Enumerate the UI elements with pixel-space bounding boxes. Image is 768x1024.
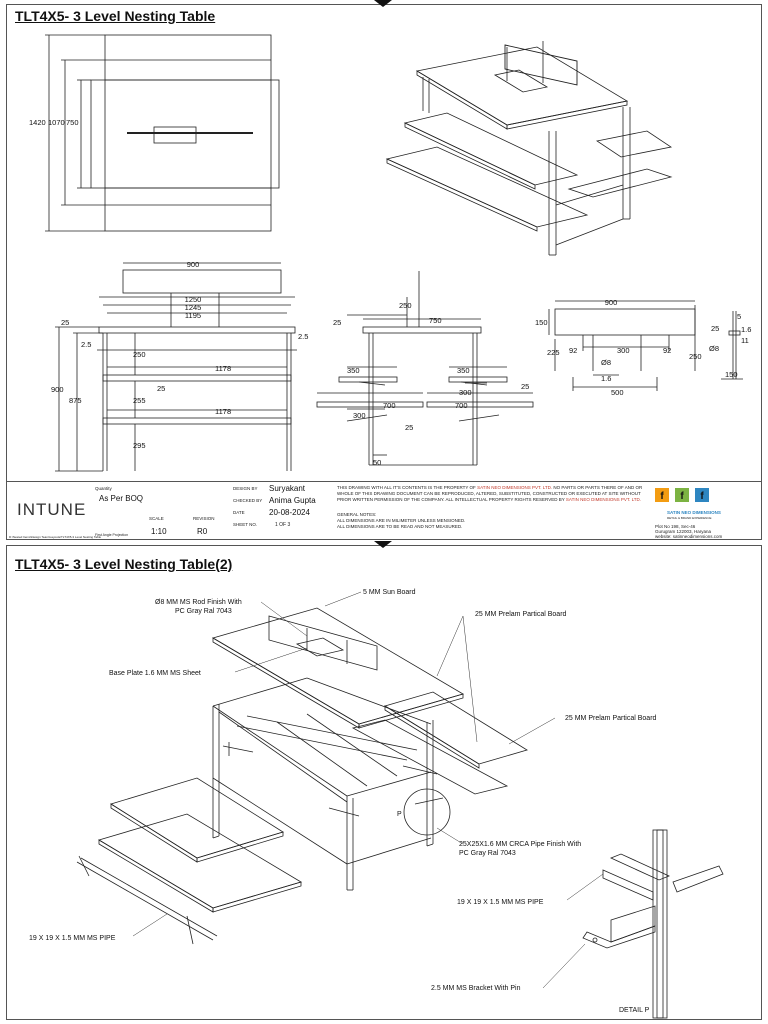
quantity-value: As Per BOQ bbox=[99, 494, 144, 503]
drawing-sheet-1 bbox=[6, 4, 762, 540]
plan-view bbox=[45, 35, 279, 231]
sheet-2-title: TLT4X5- 3 Level Nesting Table(2) bbox=[15, 556, 233, 572]
dim-panel-250: 250 bbox=[689, 352, 702, 361]
property-notice: THIS DRAWING WITH ALL IT'S CONTENTS IS THE PROPERTY OF SATIN NEO DIMENSIONS PVT. LTD. NO PARTS OR PARTS THERE OF AND OR WHOLE OF THIS DRAWING DOCUMENT CAN BE REPRODUCED, ALTERED, SUBSTITUTED, CONSTRUCTED OR EXECUTED AT SITE WITHOUT PRIOR WRITTEN PERMISSION OF THE COMPANY. ALL INTELLECTUAL PROPERTY RIGHTS RESERVED BY SATIN NEO DIMENSIONS PVT. LTD. bbox=[337, 485, 643, 502]
dim-side-700-left: 700 bbox=[383, 401, 396, 410]
intune-logo: INTUNE bbox=[17, 500, 87, 519]
dim-front-2-5-left: 2.5 bbox=[81, 340, 92, 349]
dim-panel-1-6: 1.6 bbox=[601, 374, 612, 383]
dim-pin-11: 11 bbox=[741, 336, 749, 345]
dim-750: 750 bbox=[66, 118, 79, 127]
dim-pin-5: 5 bbox=[737, 312, 742, 321]
sheet-no-label: SHEET NO. bbox=[233, 522, 258, 527]
detail-marker-p: P bbox=[397, 811, 402, 818]
company-tagline: RETAIL & BRAND EXPERIENCE bbox=[667, 516, 712, 520]
detail-p-label: DETAIL P bbox=[619, 1007, 650, 1014]
dim-panel-phi8: Ø8 bbox=[601, 358, 612, 367]
callout-prelam-top: 25 MM Prelam Partical Board bbox=[475, 611, 567, 618]
address-line-1: Plot No 198, Sec-46 bbox=[655, 524, 696, 529]
company-name: SATIN NEO DIMENSIONS bbox=[667, 510, 721, 515]
sheet-1-title: TLT4X5- 3 Level Nesting Table bbox=[15, 8, 216, 24]
dim-panel-150: 150 bbox=[535, 318, 548, 327]
callout-rod: Ø8 MM MS Rod Finish With bbox=[155, 599, 242, 606]
date-label: DATE bbox=[233, 510, 245, 515]
quantity-label: Quantity bbox=[95, 486, 112, 491]
dim-900-top: 900 bbox=[186, 260, 200, 269]
dim-side-250: 250 bbox=[399, 301, 412, 310]
dim-side-50: 50 bbox=[373, 458, 382, 467]
drawing-sheet-2 bbox=[6, 545, 762, 1020]
svg-text:f: f bbox=[660, 491, 664, 502]
dim-side-300-right: 300 bbox=[459, 388, 472, 397]
dim-side-350-left: 350 bbox=[347, 366, 360, 375]
dim-front-25: 25 bbox=[61, 318, 70, 327]
dim-front-25-b: 25 bbox=[157, 384, 166, 393]
dim-panel-92-right: 92 bbox=[663, 346, 672, 355]
dim-pin-phi8: Ø8 bbox=[709, 344, 720, 353]
sheet-1-marker bbox=[374, 0, 392, 7]
svg-text:f: f bbox=[680, 491, 684, 502]
dim-side-25-right: 25 bbox=[521, 382, 530, 391]
general-notes: GENERAL NOTES: ALL DIMENSIONS ARE IN MILIMETER UNLESS MENSIONED. ALL DIMENSIONS ARE TO BE READ AND NOT MEASURED. bbox=[337, 512, 466, 529]
dim-panel-300: 300 bbox=[617, 346, 630, 355]
dim-1250: 1250 bbox=[184, 295, 202, 304]
dim-side-350-right: 350 bbox=[457, 366, 470, 375]
callout-pipe-right: 19 X 19 X 1.5 MM MS PIPE bbox=[457, 899, 544, 906]
callout-crca: 25X25X1.6 MM CRCA Pipe Finish With bbox=[459, 841, 582, 848]
dim-295: 295 bbox=[133, 441, 146, 450]
isometric-view bbox=[387, 41, 671, 255]
sheet-1-drawings bbox=[7, 5, 761, 481]
date-value: 20-08-2024 bbox=[269, 508, 310, 517]
dim-side-25-bottom: 25 bbox=[405, 423, 414, 432]
dim-1245: 1245 bbox=[184, 303, 202, 312]
sheet-no-value: 1 OF 3 bbox=[275, 522, 291, 528]
callout-prelam-side: 25 MM Prelam Partical Board bbox=[565, 715, 657, 722]
revision-label: REVISION bbox=[193, 516, 215, 521]
dim-875: 875 bbox=[69, 396, 82, 405]
title-block bbox=[7, 481, 761, 540]
callout-pipe-left: 19 X 19 X 1.5 MM MS PIPE bbox=[29, 935, 116, 942]
sheet-2-exploded-view bbox=[7, 546, 761, 1019]
dim-side-300-left: 300 bbox=[353, 411, 366, 420]
dim-255: 255 bbox=[133, 396, 146, 405]
scale-label: SCALE bbox=[149, 516, 164, 521]
checked-by-value: Anima Gupta bbox=[269, 496, 316, 505]
dim-panel-500: 500 bbox=[611, 388, 624, 397]
dim-1420: 1420 bbox=[29, 118, 46, 127]
callout-sun-board: 5 MM Sun Board bbox=[363, 589, 416, 596]
dim-1178-b: 1178 bbox=[215, 407, 232, 416]
website: website: satinneodimensions.com bbox=[655, 534, 723, 539]
front-elevation bbox=[55, 263, 297, 471]
dim-front-2-5-right: 2.5 bbox=[298, 332, 309, 341]
pin-detail bbox=[721, 311, 743, 379]
scale-value: 1:10 bbox=[151, 527, 167, 536]
sheet-2-marker bbox=[374, 541, 392, 548]
dim-pin-1-6: 1.6 bbox=[741, 325, 752, 334]
design-by-label: DESIGN BY bbox=[233, 486, 258, 491]
company-logo bbox=[653, 486, 713, 508]
dim-1070: 1070 bbox=[48, 118, 65, 127]
revision-value: R0 bbox=[197, 527, 208, 536]
dim-1195: 1195 bbox=[184, 311, 202, 320]
dim-front-250: 250 bbox=[133, 350, 146, 359]
dim-panel-92-left: 92 bbox=[569, 346, 578, 355]
dim-900-left: 900 bbox=[51, 385, 64, 394]
address-line-2: Gurugram 122003, Haryana bbox=[655, 529, 712, 534]
callout-rod-finish: PC Gray Ral 7043 bbox=[175, 608, 232, 615]
callout-crca-finish: PC Gray Ral 7043 bbox=[459, 850, 516, 857]
dim-pin-25: 25 bbox=[711, 324, 720, 333]
dim-1178-a: 1178 bbox=[215, 364, 232, 373]
dim-side-25: 25 bbox=[333, 318, 342, 327]
dim-pin-150: 150 bbox=[725, 370, 738, 379]
design-by-value: Suryakant bbox=[269, 484, 306, 493]
dim-side-700-right: 700 bbox=[455, 401, 468, 410]
file-path: D:\Nested Items\Design Team\Layouts\TLT4X5-3 Level Nesting Table bbox=[9, 535, 102, 539]
callout-base-plate: Base Plate 1.6 MM MS Sheet bbox=[109, 670, 201, 677]
projection-caption: First Angle Projection bbox=[95, 533, 129, 537]
svg-text:f: f bbox=[700, 491, 704, 502]
dim-panel-900: 900 bbox=[604, 298, 618, 307]
checked-by-label: CHECKED BY bbox=[233, 498, 263, 503]
dim-panel-225: 225 bbox=[547, 348, 560, 357]
callout-labels bbox=[29, 589, 657, 1014]
dim-side-750: 750 bbox=[429, 316, 442, 325]
callout-bracket: 2.5 MM MS Bracket With Pin bbox=[431, 985, 521, 992]
